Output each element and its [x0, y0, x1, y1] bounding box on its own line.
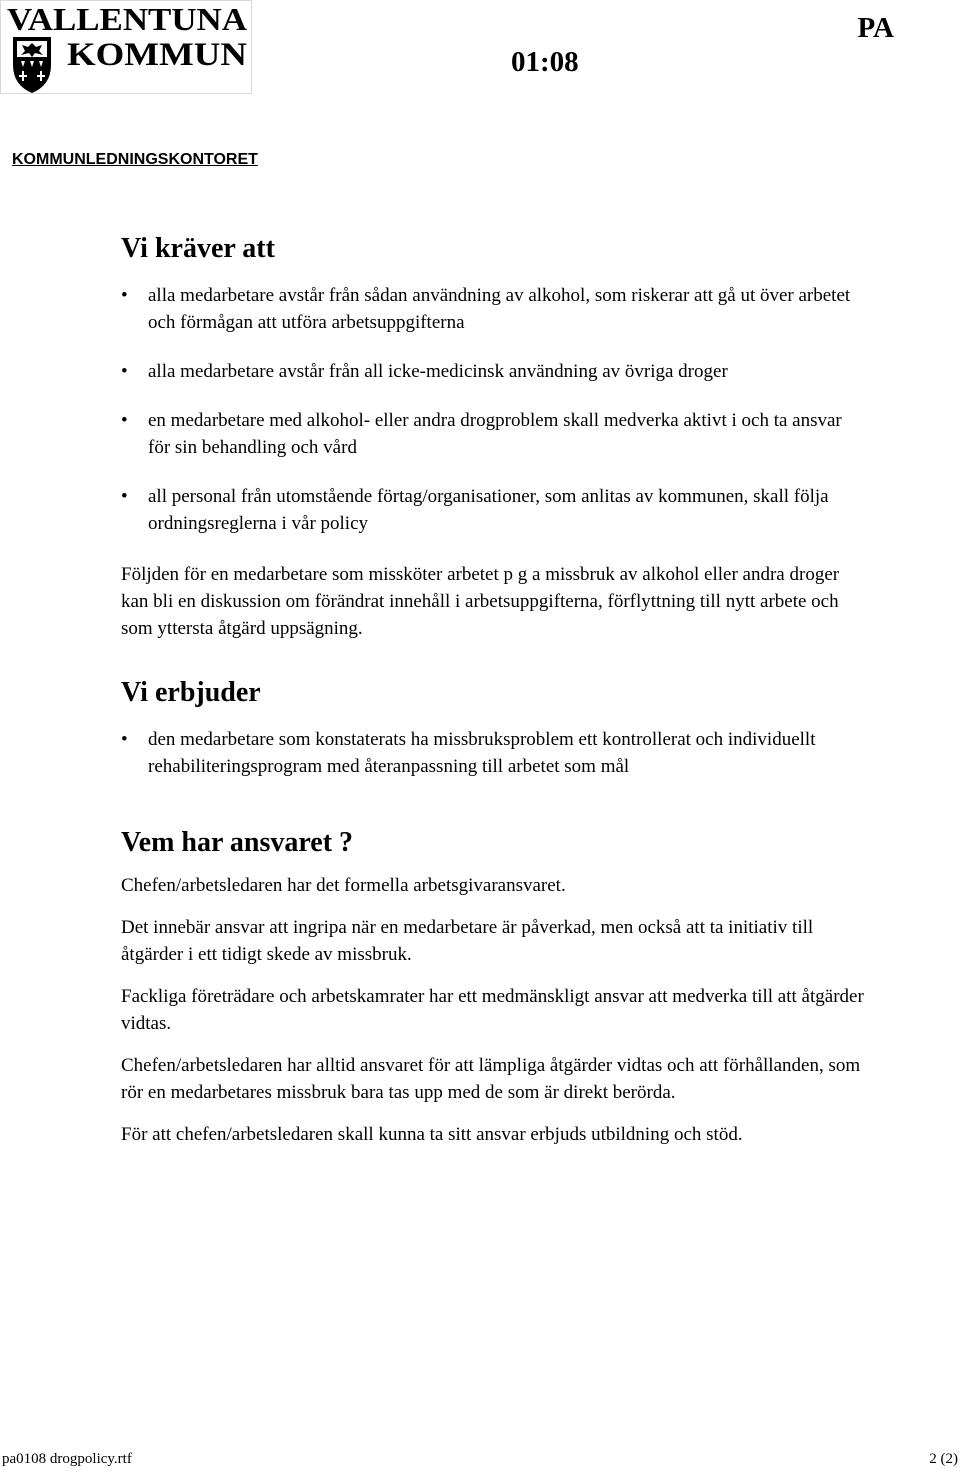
list-item: [121, 358, 866, 385]
list-item: [121, 282, 866, 336]
bullet-icon: •: [121, 410, 128, 431]
list-item-text: alla medarbetare avstår från all icke-medicinsk användning av övriga droger: [148, 361, 728, 382]
bullet-icon: •: [121, 285, 128, 306]
list-item: [121, 726, 866, 780]
list-item-text: all personal från utomstående förtag/organisationer, som anlitas av kommunen, skall följa ordningsreglerna i vår policy: [148, 486, 829, 534]
coat-of-arms-icon: [13, 37, 51, 93]
bullet-icon: •: [121, 729, 128, 750]
document-code: PA: [857, 12, 894, 44]
list-item: [121, 483, 866, 537]
consequence-paragraph: Följden för en medarbetare som missköter arbetet p g a missbruk av alkohol eller andra droger kan bli en diskussion om förändrat innehåll i arbetsuppgifterna, förflyttning till nytt arbete och som yttersta åtgärd uppsägning.: [121, 564, 840, 639]
bullet-icon: •: [121, 486, 128, 507]
bullet-icon: •: [121, 361, 128, 382]
footer-filename: pa0108 drogpolicy.rtf: [2, 1451, 132, 1467]
logo-line2: KOMMUN: [67, 37, 248, 73]
list-item-text: alla medarbetare avstår från sådan användning av alkohol, som riskerar att gå ut över arbetet och förmågan att utföra arbetsuppgifterna: [148, 285, 851, 333]
list-item: [121, 407, 866, 461]
responsibility-paragraph: Chefen/arbetsledaren har alltid ansvaret för att lämpliga åtgärder vidtas och att förhållanden, som rör en medarbetares missbruk bara tas upp med de som är direkt berörda.: [121, 1055, 861, 1103]
heading-requirements: Vi kräver att: [121, 233, 275, 264]
document-number: 01:08: [511, 46, 579, 78]
heading-offer: Vi erbjuder: [121, 677, 261, 708]
responsibility-paragraph: Chefen/arbetsledaren har det formella arbetsgivaransvaret.: [121, 875, 566, 896]
footer-page-number: 2 (2): [929, 1451, 958, 1467]
responsibility-paragraph: Fackliga företrädare och arbetskamrater har ett medmänskligt ansvar att medverka till att åtgärder vidtas.: [121, 986, 864, 1034]
requirements-list: [121, 282, 866, 537]
list-item-text: den medarbetare som konstaterats ha missbruksproblem ett kontrollerat och individuellt rehabiliteringsprogram med återanpassning till arbetet som mål: [148, 729, 816, 777]
logo-line1: VALLENTUNA: [7, 1, 247, 37]
document-body: [121, 232, 866, 1148]
municipality-logo: [0, 0, 252, 94]
heading-responsibility: Vem har ansvaret ?: [121, 827, 354, 858]
department-name: KOMMUNLEDNINGSKONTORET: [12, 151, 258, 168]
responsibility-paragraph: Det innebär ansvar att ingripa när en medarbetare är påverkad, men också att ta initiativ till åtgärder i ett tidigt skede av missbruk.: [121, 917, 814, 965]
offer-list: [121, 726, 866, 780]
responsibility-paragraph: För att chefen/arbetsledaren skall kunna ta sitt ansvar erbjuds utbildning och stöd.: [121, 1124, 743, 1145]
logo-graphic: [1, 1, 251, 93]
list-item-text: en medarbetare med alkohol- eller andra drogproblem skall medverka aktivt i och ta ansvar för sin behandling och vård: [148, 410, 842, 458]
